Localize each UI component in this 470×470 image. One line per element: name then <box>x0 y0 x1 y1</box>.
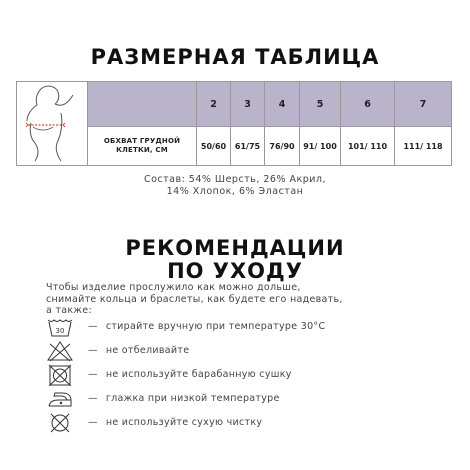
care-item <box>46 340 446 364</box>
size-value: 61/75 <box>231 127 265 166</box>
composition-line: Состав: 54% Шерсть, 26% Акрил, <box>143 174 327 185</box>
care-item-text <box>88 393 280 404</box>
no-dry-clean-icon <box>46 412 74 434</box>
size-chart-title: РАЗМЕРНАЯ ТАБЛИЦА <box>90 45 380 69</box>
care-instruction: стирайте вручную при температуре 30°С <box>105 321 326 332</box>
size-value: 91/ 100 <box>300 127 341 166</box>
care-intro <box>46 282 436 317</box>
low-iron-icon <box>46 388 74 410</box>
care-item <box>46 364 446 388</box>
care-title-line: РЕКОМЕНДАЦИИ <box>125 236 345 260</box>
hand-wash-30-icon <box>46 316 74 338</box>
care-dash: — <box>88 345 98 356</box>
size-header: 3 <box>231 82 265 127</box>
size-header: 2 <box>197 82 231 127</box>
size-value: 111/ 118 <box>395 127 452 166</box>
care-item-text <box>88 417 262 428</box>
no-tumble-dry-icon <box>46 364 74 386</box>
care-item-text <box>88 345 189 356</box>
composition-text <box>0 174 470 198</box>
size-value: 76/90 <box>265 127 300 166</box>
size-header: 5 <box>300 82 341 127</box>
row-label-line: ОБХВАТ ГРУДНОЙ <box>103 137 181 145</box>
intro-line: Чтобы изделие прослужило как можно дольше, <box>46 282 301 293</box>
care-item-text <box>88 321 325 332</box>
care-item-text <box>88 369 292 380</box>
size-header: 4 <box>265 82 300 127</box>
care-instruction: не отбеливайте <box>105 345 190 356</box>
care-item <box>46 412 446 436</box>
care-title <box>0 237 470 283</box>
intro-line: а также: <box>46 305 92 316</box>
care-instruction: не используйте барабанную сушку <box>105 369 292 380</box>
care-dash: — <box>88 369 98 380</box>
intro-line: снимайте кольца и браслеты, как будете его надевать, <box>46 293 343 305</box>
care-instruction: не используйте сухую чистку <box>105 417 263 428</box>
care-dash: — <box>88 393 98 404</box>
care-item <box>46 316 446 340</box>
care-item <box>46 388 446 412</box>
size-value: 50/60 <box>197 127 231 166</box>
size-header: 6 <box>341 82 395 127</box>
row-label-line: КЛЕТКИ, СМ <box>116 146 168 154</box>
body-figure-illustration <box>17 83 87 163</box>
composition-line: 14% Хлопок, 6% Эластан <box>166 186 304 197</box>
body-figure-cell <box>17 82 88 166</box>
row-label <box>88 127 197 166</box>
size-header: 7 <box>395 82 452 127</box>
care-dash: — <box>88 417 98 428</box>
size-table <box>16 81 452 166</box>
no-bleach-icon <box>46 340 74 362</box>
care-instruction: глажка при низкой температуре <box>105 393 280 404</box>
header-label-cell <box>88 82 197 127</box>
care-title-line: ПО УХОДУ <box>167 259 303 283</box>
size-value: 101/ 110 <box>341 127 395 166</box>
care-dash: — <box>88 321 98 332</box>
wash-temperature: 30 <box>55 327 65 335</box>
